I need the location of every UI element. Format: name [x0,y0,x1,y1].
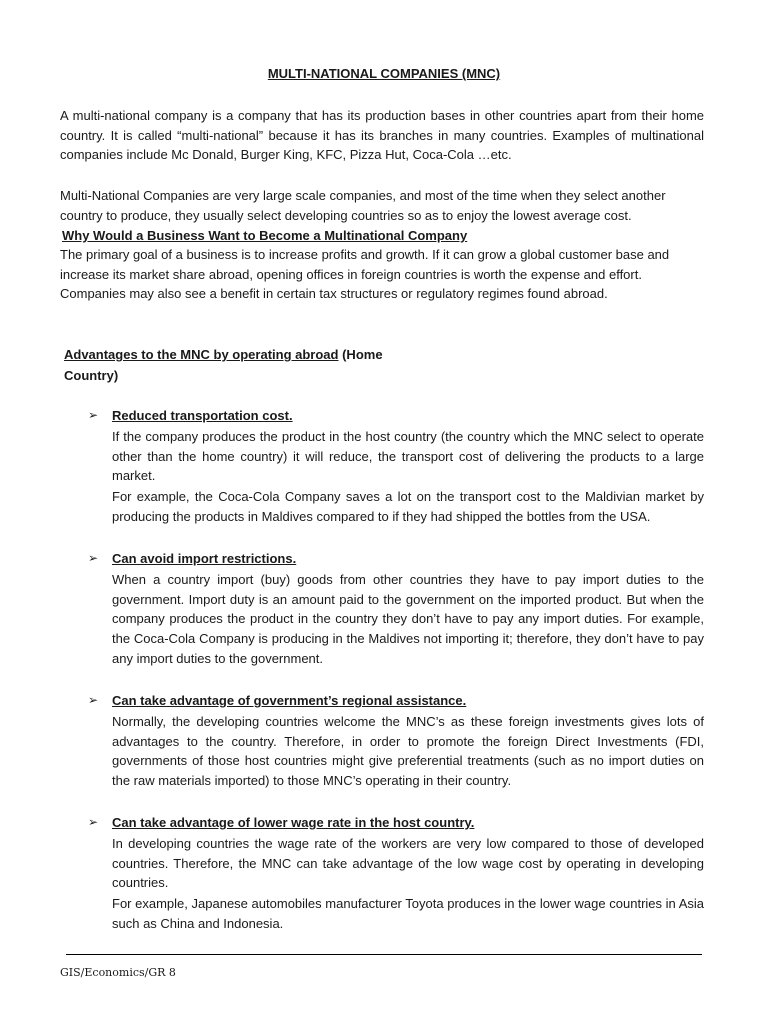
advantage-paragraph: If the company produces the product in the host country (the country which the MNC select to operate other than the home country) it will reduce, the transport cost of delivering the products to a large market. [112,429,704,484]
page-title: MULTI-NATIONAL COMPANIES (MNC) [267,66,501,81]
advantage-title: Can avoid import restrictions. [112,551,297,566]
advantage-title: Can take advantage of government’s regional assistance. [112,693,467,708]
arrow-bullet-icon: ➢ [88,815,99,829]
advantage-item-government [88,691,704,791]
advantage-paragraph: For example, Japanese automobiles manufacturer Toyota produces in the lower wage countries in Asia such as China and Indonesia. [112,896,704,931]
advantage-paragraph: In developing countries the wage rate of the workers are very low compared to those of developed countries. Therefore, the MNC can take advantage of the low wage cost by operating in developing countries. [112,836,704,891]
advantage-item-wage [88,813,704,934]
advantage-paragraph: When a country import (buy) goods from other countries they have to pay import duties to the government. Import duty is an amount paid to the government on the imported product. But when the company produces the product in the country they don’t have to pay any import duties. For example, the Coca-Cola Company is producing in the Maldives not importing it; therefore, they don’t have to pay any import duties to the government. [112,572,704,666]
intro-paragraph: A multi-national company is a company that has its production bases in other countries apart from their home country. It is called “multi-national” because it has its branches in many countries. Examples of multinational companies include Mc Donald, Burger King, KFC, Pizza Hut, Coca-Cola …etc. [60,108,704,163]
advantages-heading-underlined: Advantages to the MNC by operating abroad [64,347,339,362]
advantage-paragraph: For example, the Coca-Cola Company saves a lot on the transport cost to the Maldivian market by producing the products in Maldives compared to if they had shipped the bottles from the USA. [112,489,704,524]
page-footer: GIS/Economics/GR 8 [60,966,176,979]
advantage-title: Reduced transportation cost. [112,408,293,423]
advantage-item-transport [88,406,704,527]
why-paragraph: The primary goal of a business is to increase profits and growth. If it can grow a global customer base and increase its market share abroad, opening offices in foreign countries is worth the expense and effort. Companies may also see a benefit in certain tax structures or regulatory regimes found abroad. [60,247,670,302]
advantages-heading [64,344,404,386]
arrow-bullet-icon: ➢ [88,551,99,565]
footer-divider [66,954,702,955]
advantage-title: Can take advantage of lower wage rate in the host country. [112,815,475,830]
why-heading [62,226,467,245]
advantages-heading-rest: (Home Country) [64,347,383,383]
why-heading-text: Why Would a Business Want to Become a Multinational Company [62,228,468,243]
arrow-bullet-icon: ➢ [88,408,99,422]
advantage-item-import [88,549,704,669]
arrow-bullet-icon: ➢ [88,693,99,707]
scale-paragraph: Multi-National Companies are very large scale companies, and most of the time when they select another country to produce, they usually select developing countries so as to enjoy the lowest average cost. [60,188,666,223]
advantage-paragraph: Normally, the developing countries welcome the MNC’s as these foreign investments gives lots of advantages to the country. Therefore, in order to promote the foreign Direct Investments (FDI, governments of those host countries might give preferential treatments (such as no import duties on the raw materials imported) to those MNC’s operating in their country. [112,714,704,789]
